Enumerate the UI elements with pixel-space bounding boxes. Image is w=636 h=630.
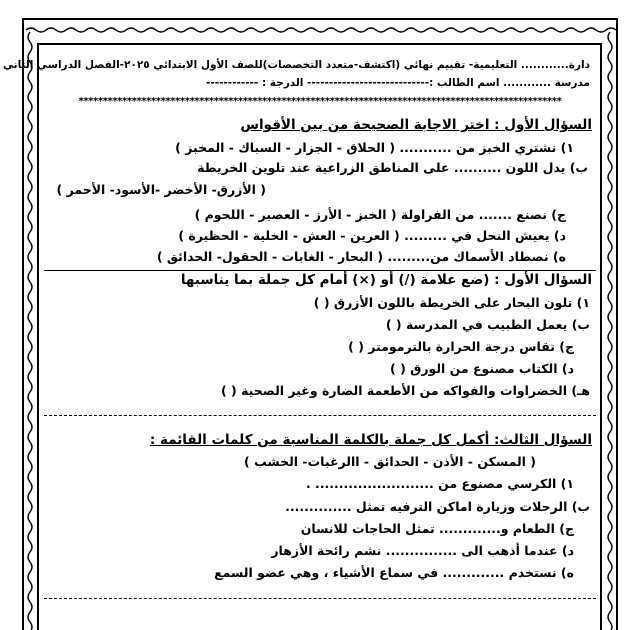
q3-item-1: ١) الكرسي مصنوع من ......................... . bbox=[305, 476, 574, 491]
q2-title: السؤال الأول : (ضع علامة (/) أو (×) أمام كل جملة بما يناسبها bbox=[180, 272, 592, 288]
q1-item-2-options: ( الأزرق- الأخضر -الأسود- الأحمر ) bbox=[56, 182, 266, 197]
q2-item-5: هـ) الخضراوات والفواكه من الأطعمة الضارة وغير الصحية ( ) bbox=[220, 383, 590, 398]
stars-separator: **************************************************************************************************** bbox=[78, 96, 562, 107]
q2-item-1: ١) تلون البحار على الخريطة باللون الأزرق ( ) bbox=[313, 295, 590, 310]
q3-item-2: ب) الرحلات وزيارة اماكن الترفيه تمثل .............. bbox=[285, 499, 590, 514]
worksheet bbox=[3, 50, 596, 628]
q2-item-3: ج) تقاس درجة الحرارة بالترمومتر ( ) bbox=[348, 339, 574, 354]
q1-item-5: ه) نصطاد الأسماك من......... ( البحار - الغابات - الحقول- الحدائق ) bbox=[156, 249, 566, 264]
divider-1 bbox=[44, 270, 596, 271]
q1-item-4: د) يعيش النحل في ......... ( العرين - العش - الخلية - الحظيرة ) bbox=[178, 228, 566, 243]
q1-item-2: ب) يدل اللون .......... على المناطق الزراعية عند تلوين الخريطة bbox=[197, 160, 588, 175]
divider-3 bbox=[44, 598, 596, 599]
q1-item-1: ١) نشتري الخبز من ........... ( الحلاق - الجزار - السباك - المخبز ) bbox=[175, 140, 574, 155]
q2-item-4: د) الكتاب مصنوع من الورق ( ) bbox=[390, 361, 574, 376]
q2-item-2: ب) يعمل الطبيب في المدرسة ( ) bbox=[385, 317, 590, 332]
q3-item-4: د) عندما أذهب الى ............... نشم رائحة الأزهار bbox=[271, 543, 574, 558]
q1-item-3: ج) نصنع ....... من الفراولة ( الخبز - الأرز - العصير - اللحوم ) bbox=[194, 207, 566, 222]
divider-2 bbox=[44, 415, 596, 416]
q3-item-5: ه) نستخدم ............. في سماع الأشياء ، وهي عضو السمع bbox=[214, 565, 574, 580]
q3-word-bank: ( المسكن - الأذن - الحدائق - االرغبات- الخشب ) bbox=[244, 454, 536, 469]
header-line-2: مدرسة ............ اسم الطالب :---------------------------- الدرجة : ------------ bbox=[206, 77, 590, 89]
q3-item-3: ج) الطعام و............. تمثل الحاجات للانسان bbox=[300, 521, 574, 536]
q1-title: السؤال الأول : اختر الاجابة الصحيحة من بين الأقواس bbox=[240, 117, 592, 133]
q3-title: السؤال الثالث: أكمل كل جملة بالكلمة المناسبة من كلمات القائمة : bbox=[149, 432, 592, 448]
header-line-1: دارة............ التعليمية- تقييم نهائي (اكتشف-متعدد التخصصات)للصف الأول الابتدائي ٢٠٢٥-الفصل الدراسي الثاني bbox=[3, 59, 590, 71]
